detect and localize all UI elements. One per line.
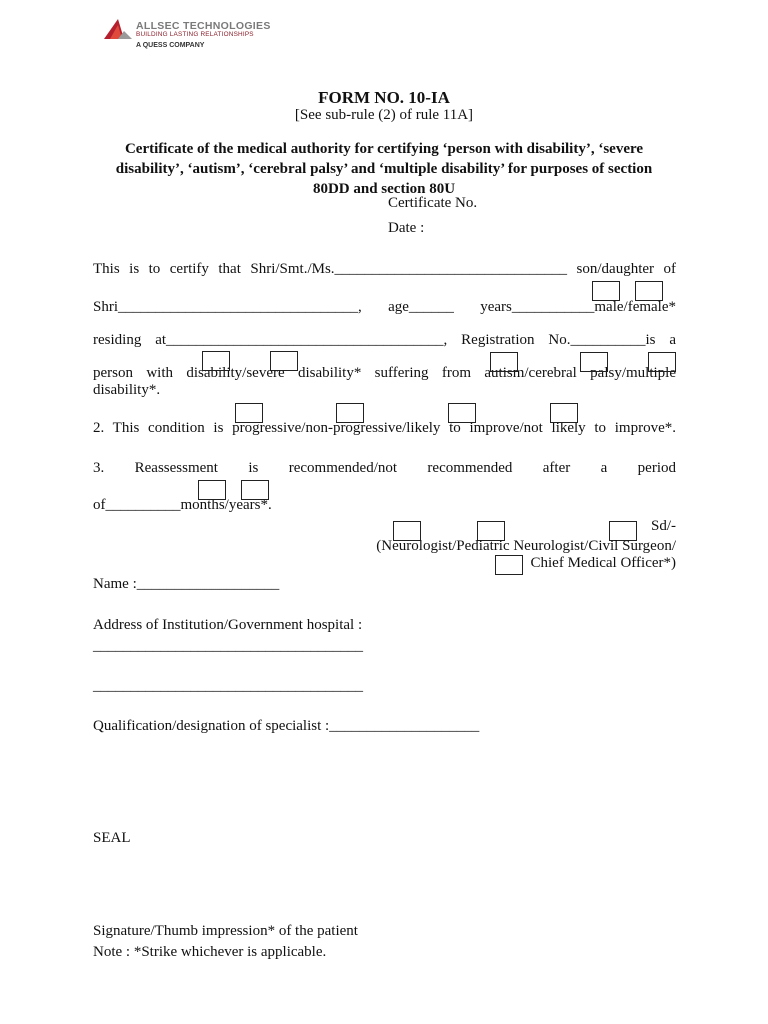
checkbox-likely-improve[interactable] xyxy=(448,403,476,423)
body-line-1: This is to certify that Shri/Smt./Ms._______________________________ son/daughter of xyxy=(93,261,676,277)
body-line-7: 3. Reassessment is recommended/not recommended after a period xyxy=(93,460,676,476)
body-line-8: of__________months/years*. xyxy=(93,497,272,513)
checkbox-years[interactable] xyxy=(241,480,269,500)
body-line-6: 2. This condition is progressive/non-progressive/likely to improve/not likely to improve*. xyxy=(93,420,676,436)
signature-authority-line-2: Chief Medical Officer*) xyxy=(530,555,676,571)
address-line-2[interactable]: ____________________________________ xyxy=(93,678,363,694)
checkbox-multiple[interactable] xyxy=(648,352,676,372)
footnote: Note : *Strike whichever is applicable. xyxy=(93,944,327,960)
checkbox-male[interactable] xyxy=(592,281,620,301)
name-field[interactable]: Name :___________________ xyxy=(93,576,280,592)
logo-parent: A QUESS COMPANY xyxy=(136,42,205,49)
certificate-no: Certificate No. xyxy=(388,195,478,211)
checkbox-cerebral-palsy[interactable] xyxy=(580,352,608,372)
form-heading: Certificate of the medical authority for certifying ‘person with disability’, ‘severe disability’, ‘autism’, ‘cerebral palsy’ and ‘multiple disability’ for purposes of section 80DD and section 80U xyxy=(115,141,653,197)
checkbox-not-likely-improve[interactable] xyxy=(550,403,578,423)
form-subrule: [See sub-rule (2) of rule 11A] xyxy=(294,107,474,123)
checkbox-chief-medical-officer[interactable] xyxy=(495,555,523,575)
form-title: FORM NO. 10-IA xyxy=(318,88,450,107)
checkbox-female[interactable] xyxy=(635,281,663,301)
body-line-4: person with disability/severe disability* suffering from autism/cerebral palsy/multiple xyxy=(93,365,676,381)
qualification-field[interactable]: Qualification/designation of specialist :____________________ xyxy=(93,718,480,734)
checkbox-progressive[interactable] xyxy=(235,403,263,423)
address-line-1[interactable]: ____________________________________ xyxy=(93,638,363,654)
signature-authority-line-1: (Neurologist/Pediatric Neurologist/Civil Surgeon/ xyxy=(376,538,676,554)
logo-brand: ALLSEC TECHNOLOGIES xyxy=(136,20,271,32)
seal-label: SEAL xyxy=(93,830,131,846)
logo-tagline: BUILDING LASTING RELATIONSHIPS xyxy=(136,31,254,38)
checkbox-severe-disability[interactable] xyxy=(270,351,298,371)
address-label: Address of Institution/Government hospital : xyxy=(93,617,363,633)
checkbox-months[interactable] xyxy=(198,480,226,500)
signature-sd: Sd/- xyxy=(650,518,676,534)
certificate-date: Date : xyxy=(388,220,425,236)
body-line-5: disability*. xyxy=(93,382,161,398)
body-line-2: Shri________________________________, age______ years___________male/female* xyxy=(93,299,676,315)
patient-signature: Signature/Thumb impression* of the patient xyxy=(93,923,358,939)
checkbox-disability[interactable] xyxy=(202,351,230,371)
body-line-3: residing at_____________________________________, Registration No.__________is a xyxy=(93,332,676,348)
checkbox-autism[interactable] xyxy=(490,352,518,372)
checkbox-non-progressive[interactable] xyxy=(336,403,364,423)
